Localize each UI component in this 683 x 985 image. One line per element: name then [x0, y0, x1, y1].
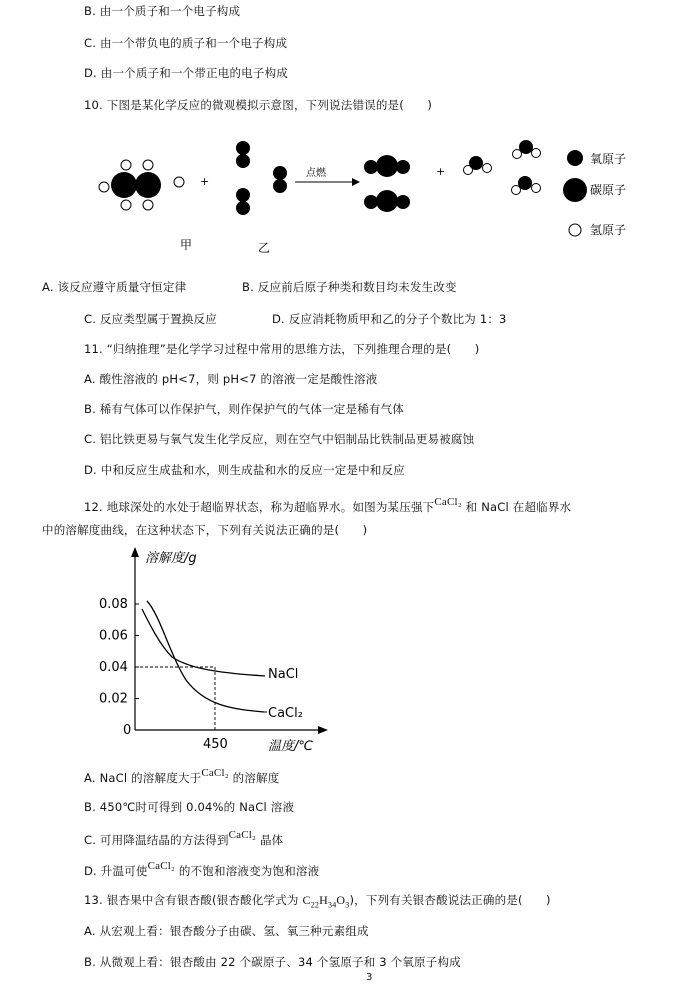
q12-option-d [84, 860, 320, 879]
x-axis-arrow [318, 726, 328, 734]
q12-stem-line-2: 中的溶解度曲线，在这种状态下，下列有关说法正确的是( ) [42, 523, 368, 537]
q12-stem-line-1 [84, 496, 572, 515]
product-h2o [464, 140, 541, 195]
q12-stem-part-b: 和 NaCl 在超临界水 [465, 500, 572, 514]
q10-option-b: B. 反应前后原子种类和数目均未发生改变 [242, 280, 457, 294]
legend-hydrogen: 氢原子 [590, 223, 627, 237]
cacl2-formula: CaCl₂ [147, 860, 176, 872]
diagram-legend [563, 150, 587, 236]
q12-option-a-text: A. NaCl 的溶解度大于 [84, 771, 202, 785]
q11-stem: 11. “归纳推理”是化学学习过程中常用的思维方法，下列推理合理的是( ) [84, 342, 480, 356]
tick-group [99, 597, 228, 752]
curve-group [142, 601, 267, 712]
q13-stem [84, 893, 551, 912]
label-yi: 乙 [258, 241, 271, 255]
reaction-arrow [295, 178, 360, 186]
q11-option-c: C. 铝比铁更易与氧气发生化学反应，则在空气中铝制品比铁制品更易被腐蚀 [84, 432, 475, 446]
q12-option-c-text-2: 晶体 [259, 833, 284, 847]
q10-option-a: A. 该反应遵守质量守恒定律 [42, 280, 187, 294]
q9-option-d: D. 由一个质子和一个带正电的电子构成 [84, 66, 288, 80]
legend-oxygen: 氧原子 [590, 152, 627, 166]
q12-option-c [84, 829, 284, 848]
q12-option-a-text-2: 的溶解度 [232, 771, 280, 785]
q9-option-c: C. 由一个带负电的质子和一个电子构成 [84, 36, 288, 50]
q12-option-b: B. 450℃时可得到 0.04%的 NaCl 溶液 [84, 800, 295, 814]
reaction-diagram [90, 130, 650, 260]
curve-cacl2 [147, 601, 264, 712]
series-label-cacl2: CaCl₂ [268, 706, 303, 721]
ginkgolic-acid-formula: $C_{22}H_{34}O_3$ [302, 893, 350, 910]
y-tick-label: 0 [123, 723, 132, 738]
page-number: 3 [366, 972, 373, 983]
q13-option-b: B. 从微观上看：银杏酸由 22 个碳原子、34 个氢原子和 3 个氧原子构成 [84, 955, 461, 969]
q11-option-b: B. 稀有气体可以作保护气，则作保护气的气体一定是稀有气体 [84, 402, 404, 416]
plus-sign-1: + [200, 175, 210, 188]
y-tick-label: 0.06 [99, 628, 128, 644]
x-tick-label: 450 [203, 737, 228, 752]
y-tick-label: 0.04 [99, 660, 128, 675]
legend-carbon: 碳原子 [590, 183, 627, 197]
label-jia: 甲 [180, 238, 193, 252]
solubility-chart [90, 545, 340, 760]
cacl2-formula: CaCl₂ [434, 496, 462, 508]
q12-option-c-text: C. 可用降温结晶的方法得到 [84, 833, 229, 847]
q11-option-a: A. 酸性溶液的 pH<7，则 pH<7 的溶液一定是酸性溶液 [84, 372, 378, 386]
plus-sign-2: + [436, 165, 446, 178]
q13-option-a: A. 从宏观上看：银杏酸分子由碳、氢、氧三种元素组成 [84, 924, 369, 938]
q13-stem-text: 13. 银杏果中含有银杏酸(银杏酸化学式为 [84, 893, 299, 907]
q12-option-d-text-2: 的不饱和溶液变为饱和溶液 [178, 864, 320, 878]
q12-stem-part-a: 12. 地球深处的水处于超临界状态，称为超临界水。如图为某压强下 [84, 500, 435, 514]
cacl2-formula: CaCl₂ [228, 829, 257, 841]
q12-option-d-text: D. 升温可使 [84, 864, 148, 878]
q10-option-d: D. 反应消耗物质甲和乙的分子个数比为 1：3 [272, 312, 507, 326]
x-axis-label: 温度/℃ [268, 739, 313, 754]
molecule-jia [99, 160, 184, 210]
q10-option-c: C. 反应类型属于置换反应 [84, 312, 217, 326]
q13-stem-text-2: )，下列有关银杏酸说法正确的是( ) [349, 893, 551, 907]
cacl2-formula: CaCl₂ [201, 767, 229, 779]
q12-option-a [84, 767, 280, 786]
q9-option-b: B. 由一个质子和一个电子构成 [84, 4, 241, 18]
q11-option-d: D. 中和反应生成盐和水，则生成盐和水的反应一定是中和反应 [84, 463, 405, 477]
reaction-condition: 点燃 [306, 168, 326, 179]
product-co2 [364, 155, 410, 212]
molecule-yi [236, 141, 287, 215]
y-axis-arrow [131, 547, 139, 557]
q10-stem: 10. 下图是某化学反应的微观模拟示意图，下列说法错误的是( ) [84, 98, 433, 112]
y-tick-label: 0.02 [99, 691, 128, 707]
y-axis-label: 溶解度/g [145, 551, 197, 566]
y-tick-label: 0.08 [99, 597, 128, 612]
curve-nacl [142, 609, 265, 676]
series-label-nacl: NaCl [268, 667, 299, 682]
